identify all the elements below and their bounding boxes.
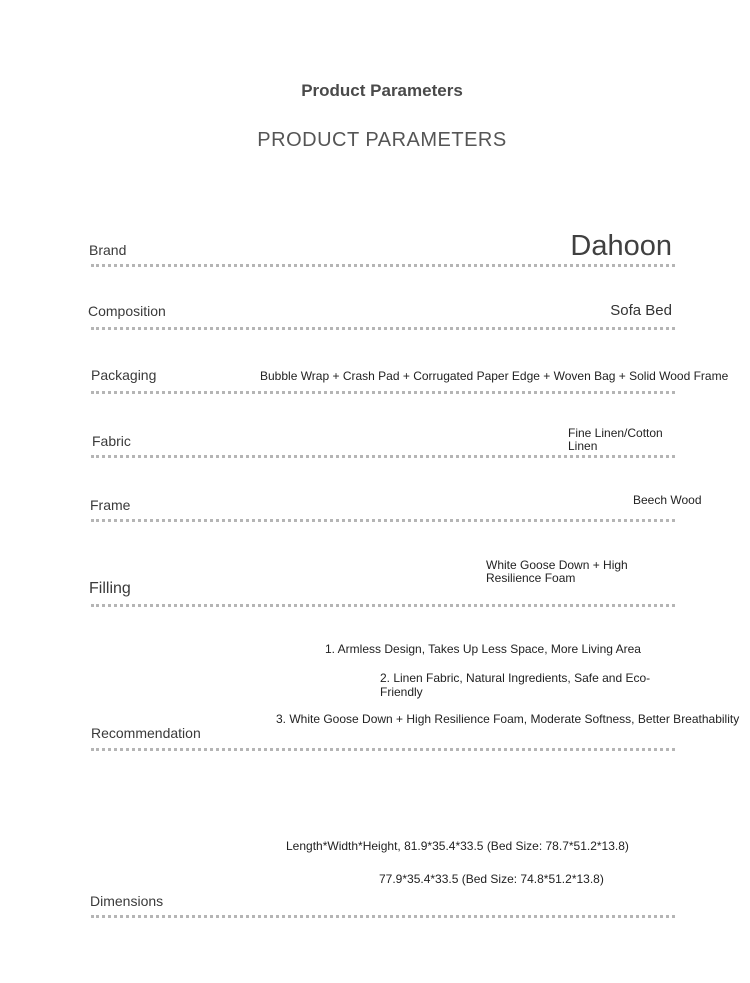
fabric-label: Fabric: [92, 433, 131, 449]
dimensions-line: Length*Width*Height, 81.9*35.4*33.5 (Bed Size: 78.7*51.2*13.8): [286, 839, 629, 853]
dimensions-label: Dimensions: [90, 893, 164, 909]
brand-label: Brand: [89, 242, 127, 258]
filling-divider: [91, 604, 675, 607]
recommendation-label: Recommendation: [91, 725, 201, 741]
brand-value: Dahoon: [570, 230, 672, 262]
page-subtitle: PRODUCT PARAMETERS: [257, 129, 507, 151]
page-title: Product Parameters: [301, 81, 463, 100]
frame-label: Frame: [90, 497, 131, 513]
packaging-value: Bubble Wrap + Crash Pad + Corrugated Paper Edge + Woven Bag + Solid Wood Frame: [260, 369, 729, 383]
packaging-label: Packaging: [91, 367, 157, 383]
recommendation-item: 3. White Goose Down + High Resilience Foam, Moderate Softness, Better Breathability: [276, 712, 740, 726]
recommendation-item: 2. Linen Fabric, Natural Ingredients, Safe and Eco-Friendly: [380, 671, 651, 699]
composition-divider: [91, 327, 675, 330]
composition-value: Sofa Bed: [610, 302, 672, 319]
filling-value: White Goose Down + High Resilience Foam: [486, 558, 628, 585]
recommendation-divider: [91, 748, 675, 751]
fabric-divider: [91, 455, 675, 458]
filling-label: Filling: [89, 580, 131, 597]
composition-label: Composition: [88, 303, 166, 319]
recommendation-item: 1. Armless Design, Takes Up Less Space, More Living Area: [325, 642, 641, 656]
frame-value: Beech Wood: [633, 493, 702, 507]
fabric-value: Fine Linen/Cotton Linen: [568, 426, 663, 453]
packaging-divider: [91, 391, 675, 394]
dimensions-line: 77.9*35.4*33.5 (Bed Size: 74.8*51.2*13.8): [379, 872, 604, 886]
frame-divider: [91, 519, 675, 522]
brand-divider: [91, 264, 675, 267]
dimensions-divider: [91, 915, 675, 918]
